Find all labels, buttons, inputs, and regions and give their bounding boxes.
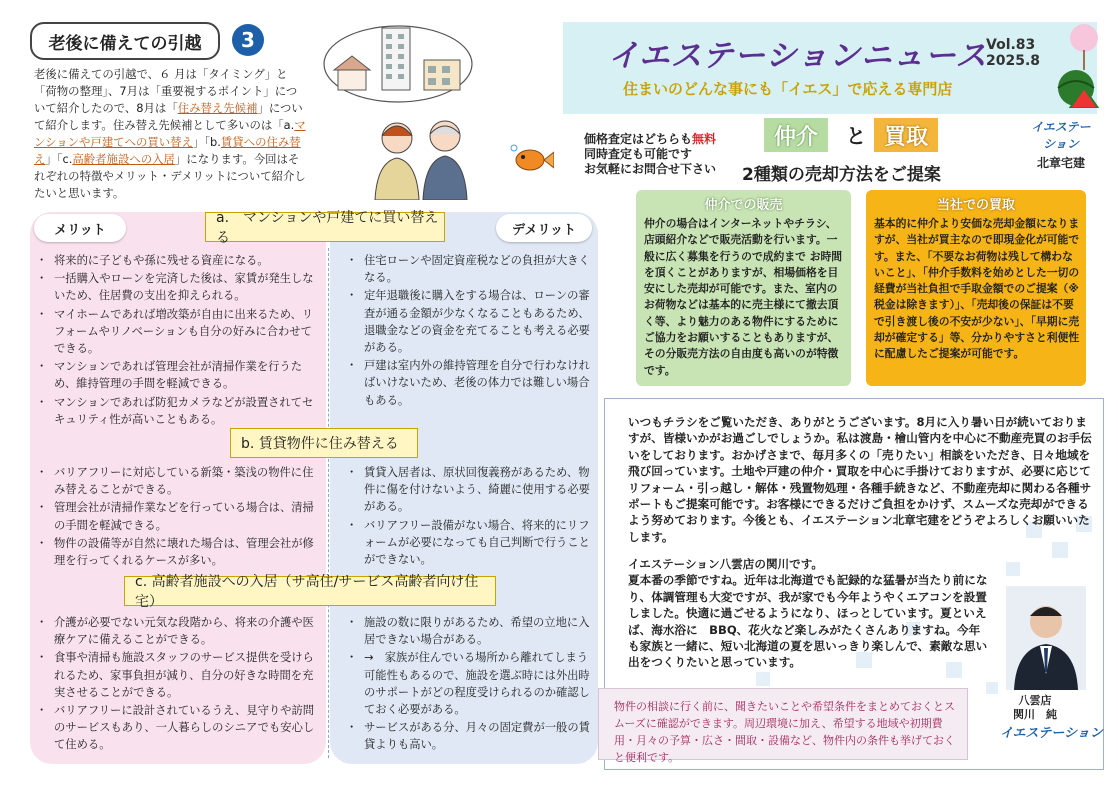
section-b-demerits bbox=[344, 464, 592, 569]
list-item: ・ バリアフリー設備がない場合、将来的にリフォームが必要になっても自己判断で行うことができない。 bbox=[344, 517, 592, 569]
staff-credit bbox=[1010, 694, 1060, 722]
list-item: ・ バリアフリーに設計されているうえ、見守りや訪問のサービスもあり、一人暮らしのシニアでも安心して住める。 bbox=[34, 702, 322, 754]
section-b-heading: b. 賃貸物件に住み替える bbox=[230, 428, 418, 458]
list-item: ・ 管理会社が清掃作業などを行っている場合は、清掃の手間を軽減できる。 bbox=[34, 499, 322, 533]
staff-message bbox=[628, 556, 988, 671]
brand-mark: イエステーション bbox=[1031, 120, 1091, 151]
intro-part: 」になります。今回はそれぞれの特徴やメリット・デメリットについて紹介したいと思います。 bbox=[34, 152, 306, 200]
watermelon-icon bbox=[1050, 64, 1102, 108]
staff-intro: イエステーション八雲店の関川です。 bbox=[628, 557, 824, 571]
list-item: ・ サービスがある分、月々の固定費が一般の賃貸よりも高い。 bbox=[344, 719, 592, 753]
purchase-box-title: 当社での買取 bbox=[936, 198, 1015, 213]
purchase-box bbox=[866, 190, 1086, 386]
intro-highlight: 賃貸への住み替え bbox=[34, 135, 301, 166]
brokerage-box-body: 仲介の場合はインターネットやチラシ、店頭紹介などで販売活動を行います。一般に広く募集を行うので成約まで お時間を頂くことがありますが、相場価格を目安にした売却が可能です。また、室内のお荷物などは基本的に売主様にて撤去頂く等、より魅力のある物件にするためにご協力をお願いすることもありますが、その分販売方法の自由度も高いのが特徴です。 bbox=[644, 217, 843, 377]
cotton-candy-icon bbox=[1064, 22, 1104, 70]
section-a-demerits bbox=[344, 252, 592, 410]
tip-text: 物件の相談に行く前に、聞きたいことや希望条件をまとめておくとスムーズに確認ができます。周辺環境に加え、希望する地域や初期費用・月々の予算・広さ・間取・設備など、物件内の条件も挙げておくと便利です。 bbox=[614, 700, 955, 764]
list-item: ・ 一括購入やローンを完済した後は、家賃が発生しないため、住居費の支出を抑えられる。 bbox=[34, 270, 322, 304]
assess-text: 同時査定も可能です bbox=[584, 147, 693, 161]
section-c-merits bbox=[34, 614, 322, 755]
brokerage-box bbox=[636, 190, 851, 386]
intro-highlight: マンションや戸建てへの買い替え bbox=[34, 118, 306, 149]
staff-name: 関川 純 bbox=[1013, 708, 1057, 721]
section-a-merits bbox=[34, 252, 322, 429]
section-a-heading: a. マンションや戸建てに買い替える bbox=[205, 212, 445, 242]
elderly-couple-illustration bbox=[365, 112, 480, 200]
intro-part: 」について紹介します。住み替え先候補として多いのは「a. bbox=[34, 101, 303, 132]
staff-body: 夏本番の季節ですね。近年は北海道でも記録的な猛暑が当たり前になり、体調管理も大変ですが、我が家でも今年ようやくエアコンを設置しました。快適に過ごせるようになり、ほっとしています。夏といえば、海水浴に BBQ、花火など楽しみがたくさんありますね。今年も家族と一緒に、短い北海道の夏を思いっきり楽しんで、素敵な思い出をつくりたいと思っています。 bbox=[628, 573, 988, 670]
company-logo bbox=[1030, 118, 1092, 171]
section-c-heading: c. 高齢者施設への入居（サ高住/サービス高齢者向け住宅） bbox=[124, 576, 496, 606]
goldfish-illustration bbox=[508, 140, 554, 180]
list-item: ・ バリアフリーに対応している新築・築浅の物件に住み替えることができる。 bbox=[34, 464, 322, 498]
sale-methods-tagline: 2種類の売却方法をご提案 bbox=[742, 165, 941, 185]
demerit-label: デメリット bbox=[496, 214, 592, 242]
staff-photo bbox=[1006, 586, 1086, 690]
merit-label: メリット bbox=[34, 214, 126, 242]
newsletter-title: イエステーションニュース bbox=[608, 38, 988, 74]
brokerage-label: 仲介 bbox=[764, 118, 828, 152]
newsletter-subtitle: 住まいのどんな事にも「イエス」で応える専門店 bbox=[623, 80, 953, 98]
issue-info bbox=[986, 37, 1040, 69]
list-item: ・ 定年退職後に購入をする場合は、ローンの審査が通る金額が少なくなることもあるため、退職金などの資金を充てることも考える必要がある。 bbox=[344, 287, 592, 356]
staff-brand-logo: イエステーション bbox=[1000, 726, 1103, 741]
intro-text bbox=[34, 66, 306, 202]
brokerage-box-title: 仲介での販売 bbox=[704, 198, 783, 213]
series-title: 老後に備えての引越 bbox=[30, 22, 220, 60]
section-b-merits bbox=[34, 464, 322, 570]
intro-part: 」「b. bbox=[192, 135, 221, 149]
assess-text: お気軽にお問合せ下さい bbox=[584, 162, 717, 176]
staff-store: 八雲店 bbox=[1018, 694, 1052, 707]
issue-volume: Vol.83 bbox=[986, 37, 1036, 53]
list-item: ・ マイホームであれば増改築が自由に出来るため、リフォームやリノベーションも自分の好みに合わせてできる。 bbox=[34, 306, 322, 358]
list-item: ・ マンションであれば防犯カメラなどが設置されてセキュリティ性が高いこともある。 bbox=[34, 394, 322, 428]
list-item: ・ 施設の数に限りがあるため、希望の立地に入居できない場合がある。 bbox=[344, 614, 592, 648]
list-item: ・ 介護が必要でない元気な段階から、将来の介護や医療ケアに備えることができる。 bbox=[34, 614, 322, 648]
list-item: ・ 戸建は室内外の維持管理を自分で行わなければいけないため、老後の体力では難しい場合もある。 bbox=[344, 357, 592, 409]
list-item: ・ 住宅ローンや固定資産税などの負担が大きくなる。 bbox=[344, 252, 592, 286]
free-assessment-notice bbox=[584, 132, 716, 177]
intro-highlight: 住み替え先候補 bbox=[177, 101, 258, 115]
shop-name: 北章宅建 bbox=[1036, 156, 1085, 170]
intro-highlight: 高齢者施設への入居 bbox=[72, 152, 175, 166]
assess-text: 価格査定はどちらも bbox=[584, 132, 693, 146]
list-item: ・ 将来的に子どもや孫に残せる資産になる。 bbox=[34, 252, 322, 269]
list-item: ・ 食事や清掃も施設スタッフのサービス提供を受けられるため、家事負担が減り、自分の好きな時間を充実させることができる。 bbox=[34, 649, 322, 701]
section-c-demerits bbox=[344, 614, 592, 755]
housing-thought-illustration bbox=[318, 20, 478, 108]
free-highlight: 無料 bbox=[692, 132, 717, 146]
purchase-label: 買取 bbox=[874, 118, 938, 152]
list-item: ・ 賃貸入居者は、原状回復義務があるため、物件に傷を付けないよう、綺麗に使用する必要がある。 bbox=[344, 464, 592, 516]
issue-date: 2025.8 bbox=[986, 53, 1041, 69]
intro-part: 老後に備えての引越で、６ 月は「タイミング」と「荷物の整理」、7月は「重要視するポイント」について紹介したので、8月は「 bbox=[34, 67, 298, 115]
series-number-badge: 3 bbox=[232, 24, 264, 56]
purchase-box-body: 基本的に仲介より安価な売却金額になりますが、当社が買主なので即現金化が可能です。また、「不要なお荷物は残して構わないこと」、「仲介手数料を始めとした一切の経費が当社負担で手取金額でのご提案（※税金は除きます）」、「売却後の保証は不要で引き渡し後の不安が少ない」、「早期に売却が確定する」等、分かりやすさと利便性に配慮したご提案が可能です。 bbox=[874, 217, 1080, 361]
and-label: と bbox=[846, 124, 866, 148]
list-item: ・ 物件の設備等が自然に壊れた場合は、管理会社が修理を行ってくれるケースが多い。 bbox=[34, 535, 322, 569]
greeting-text: いつもチラシをご覧いただき、ありがとうございます。8月に入り暑い日が続いておりますが、皆様いかがお過ごしでしょうか。私は渡島・檜山管内を中心に不動産売買のお手伝いをしております。おかげさまで、毎月多くの「売りたい」相談をいただき、日々地域を飛び回っています。土地や戸建の仲介・買取を中心に手掛けておりますが、必要に応じてリフォーム・引っ越し・解体・残置物処理・各種手続きなど、不動産売却に関わる各種サポートもご提案可能です。お客様にできるだけご負担をかけず、スムーズな売却ができるよう努めております。今後とも、イエステーション北章宅建をどうぞよろしくお願いいたします。 bbox=[628, 415, 1092, 544]
column-divider bbox=[328, 248, 329, 758]
intro-part: 」「c. bbox=[45, 152, 73, 166]
list-item: ・ マンションであれば管理会社が清掃作業を行うため、維持管理の手間を軽減できる。 bbox=[34, 358, 322, 392]
list-item: ・ → 家族が住んでいる場所から離れてしまう可能性もあるので、施設を選ぶ時には外出時のサポートがどの程度受けられるのか確認しておく必要がある。 bbox=[344, 649, 592, 718]
